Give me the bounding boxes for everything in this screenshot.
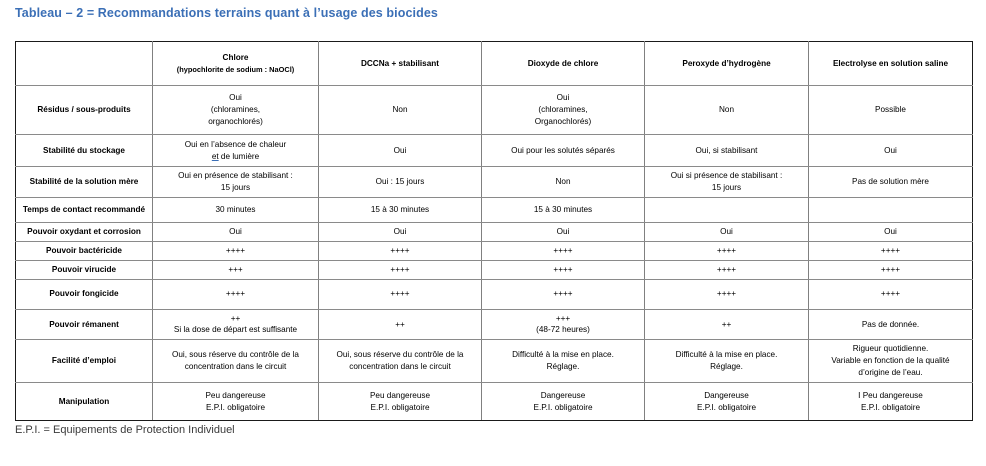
cell-line: Non [718,105,735,115]
table-cell [809,86,973,135]
row-header-label: Temps de contact recommandé [16,197,153,222]
table-cell [319,340,482,383]
cell-line: Oui si présence de stabilisant : [670,171,783,180]
spellcheck-underline: et [211,151,219,161]
cell-line: Oui, si stabilisant [695,145,758,155]
cell-line: Pas de donnée. [861,319,920,329]
cell-line: 15 jours [711,182,742,192]
table-cell [482,197,645,222]
cell-line: Variable en fonction de la qualité [831,356,950,366]
row-header-label: Stabilité du stockage [16,135,153,167]
cell-line: Oui [556,93,570,103]
table-cell [809,340,973,383]
row-header-label: Résidus / sous-produits [16,86,153,135]
cell-line: 30 minutes [215,204,256,214]
table-row [16,260,973,279]
cell-line: d’origine de l’eau. [858,368,923,378]
cell-line: Possible [875,105,906,115]
table-row [16,167,973,198]
table-cell [153,309,319,340]
cell-line: 15 à 30 minutes [533,204,593,214]
column-header-chlore-subtitle: (hypochlorite de sodium : NaOCl) [176,64,295,74]
cell-line: et de lumière [211,151,260,161]
cell-line: ++++ [225,245,246,255]
cell-line: Oui [393,226,407,236]
cell-line: ++++ [880,264,901,274]
column-header-dccna-title: DCCNa + stabilisant [360,58,440,68]
cell-line: ++++ [716,289,737,299]
cell-line: Oui [229,93,242,103]
biocides-recommendations-table [15,41,973,421]
table-cell [319,309,482,340]
cell-line: +++ [228,264,243,274]
cell-line: (48-72 heures) [536,325,590,335]
table-cell [645,222,809,241]
page-title: Tableau – 2 = Recommandations terrains quant à l’usage des biocides [15,6,438,20]
cell-line: 15 à 30 minutes [370,204,430,214]
table-cell [153,167,319,198]
cell-line: ++++ [553,264,573,274]
table-cell [482,86,645,135]
table-cell [153,383,319,421]
table-cell [809,279,973,309]
cell-line: Oui pour les solutés séparés [511,145,615,155]
table-row [16,383,973,421]
table-row [16,135,973,167]
cell-line: Organochlorés) [534,116,592,126]
row-header-label: Pouvoir oxydant et corrosion [16,222,153,241]
row-header-label: Pouvoir bactéricide [16,241,153,260]
cell-line: ++ [395,319,405,329]
cell-line: Difficulté à la mise en place. [675,350,778,360]
table-cell [319,260,482,279]
cell-line: Oui [393,145,407,155]
cell-line: Oui [229,226,242,236]
row-header-label: Pouvoir rémanent [16,309,153,340]
table-cell [319,222,482,241]
column-header-electrolyse-solution-saline [809,42,973,86]
cell-line: Peu dangereuse [205,390,266,400]
table-row [16,222,973,241]
row-header-label: Manipulation [16,383,153,421]
cell-line: ++++ [390,264,410,274]
cell-line: ++++ [716,245,737,255]
cell-line: ++++ [880,289,901,299]
cell-line: E.P.I. obligatoire [533,402,593,412]
cell-line: Oui [884,145,897,155]
row-header-label: Stabilité de la solution mère [16,167,153,198]
table-cell [482,260,645,279]
cell-line: E.P.I. obligatoire [696,402,757,412]
cell-line: ++++ [553,245,573,255]
cell-line: concentration dans le circuit [349,362,451,372]
column-header-chlore [153,42,319,86]
table-cell [645,86,809,135]
biocides-table-container [15,41,972,421]
table-cell [153,260,319,279]
table-cell [153,197,319,222]
column-header-dccna [319,42,482,86]
cell-line: Réglage. [546,362,580,372]
table-cell [482,279,645,309]
table-cell [645,309,809,340]
cell-line: Oui [720,226,733,236]
cell-line: ++++ [390,245,410,255]
cell-line: E.P.I. obligatoire [370,402,430,412]
table-header [16,42,973,86]
table-cell [645,260,809,279]
cell-line: (chloramines, [210,105,261,115]
table-cell [153,222,319,241]
cell-line: Oui, sous réserve du contrôle de la [172,350,299,360]
table-cell [645,340,809,383]
cell-line: Réglage. [710,362,743,372]
table-cell [645,241,809,260]
table-cell [645,197,809,222]
column-header-peroxyde-hydrogene [645,42,809,86]
table-cell [153,86,319,135]
table-cell [482,241,645,260]
table-cell [482,383,645,421]
cell-line: (chloramines, [538,105,588,115]
table-footnote: E.P.I. = Equipements de Protection Individuel [15,424,235,436]
cell-line: Oui en l’absence de chaleur [184,139,287,149]
table-body [16,86,973,421]
table-cell [482,309,645,340]
table-cell [319,241,482,260]
column-header-peroxyde-title: Peroxyde d’hydrogène [682,58,771,68]
table-cell [809,260,973,279]
table-cell [482,135,645,167]
table-cell [319,197,482,222]
table-corner-cell [16,42,153,86]
table-cell [319,167,482,198]
cell-line: Non [555,176,571,186]
table-cell [153,340,319,383]
table-cell [153,135,319,167]
cell-line: Pas de solution mère [852,176,929,186]
cell-line: Oui [556,226,570,236]
cell-line: ++ [230,313,241,323]
table-cell [319,86,482,135]
cell-line: Non [392,105,408,115]
table-cell [809,135,973,167]
table-cell [482,340,645,383]
table-cell [645,279,809,309]
cell-line: Oui : 15 jours [375,176,425,186]
cell-line: I Peu dangereuse [858,390,923,400]
table-cell [645,135,809,167]
cell-line: 15 jours [220,182,251,192]
table-row [16,86,973,135]
column-header-chlore-title: Chlore [222,53,249,63]
column-header-dioxyde-de-chlore [482,42,645,86]
cell-line: ++ [721,319,732,329]
cell-line: E.P.I. obligatoire [860,402,921,412]
cell-line: Rigueur quotidienne. [852,344,929,354]
cell-line: Si la dose de départ est suffisante [173,325,298,335]
cell-line: ++++ [390,289,410,299]
cell-line: Dangereuse [704,390,749,400]
table-row [16,197,973,222]
cell-line: ++++ [553,289,573,299]
table-row [16,241,973,260]
table-cell [645,167,809,198]
table-cell [153,241,319,260]
table-cell [319,383,482,421]
cell-line: E.P.I. obligatoire [205,402,266,412]
table-cell [809,383,973,421]
table-cell [645,383,809,421]
table-header-row [16,42,973,86]
cell-line: ++++ [880,245,901,255]
column-header-electrolyse-title: Electrolyse en solution saline [832,58,949,68]
cell-line: Dangereuse [540,390,586,400]
row-header-label: Pouvoir fongicide [16,279,153,309]
column-header-dioxyde-title: Dioxyde de chlore [527,58,599,68]
table-row [16,340,973,383]
table-cell [809,167,973,198]
cell-line: ++++ [225,289,246,299]
table-cell [809,241,973,260]
row-header-label: Facilité d’emploi [16,340,153,383]
cell-line: organochlorés) [208,116,263,126]
table-cell [809,197,973,222]
table-cell [153,279,319,309]
cell-line: Oui, sous réserve du contrôle de la [336,350,464,360]
table-cell [482,222,645,241]
cell-line: concentration dans le circuit [184,362,287,372]
cell-line: +++ [555,313,571,323]
cell-line: ++++ [716,264,737,274]
cell-line: Oui en présence de stabilisant : [178,171,293,180]
table-cell [319,279,482,309]
cell-line: Difficulté à la mise en place. [512,350,614,360]
cell-line: Peu dangereuse [369,390,431,400]
table-cell [809,309,973,340]
table-cell [482,167,645,198]
table-cell [809,222,973,241]
cell-line: Oui [884,226,897,236]
row-header-label: Pouvoir virucide [16,260,153,279]
table-cell [319,135,482,167]
table-row [16,279,973,309]
table-row [16,309,973,340]
